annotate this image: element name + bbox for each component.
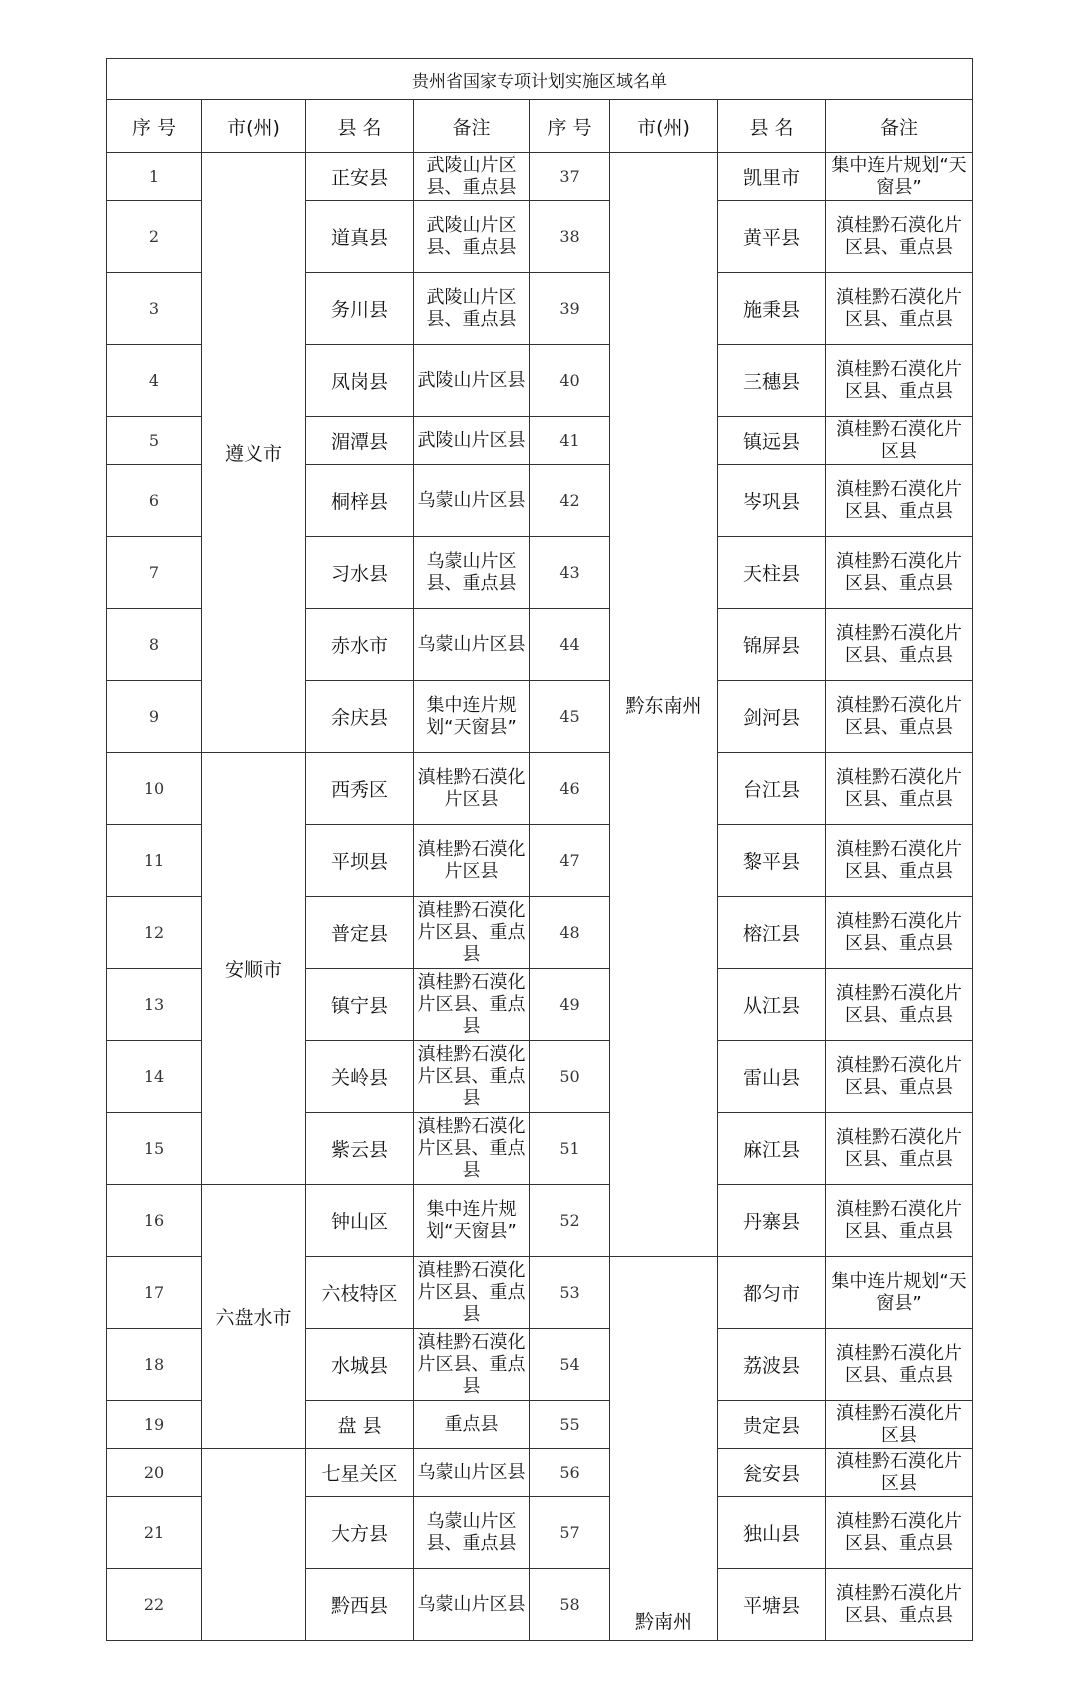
county-note-2: 滇桂黔石漠化片区县 <box>826 417 973 465</box>
county-name: 桐梓县 <box>306 465 414 537</box>
county-name-2: 独山县 <box>718 1497 826 1569</box>
county-name: 普定县 <box>306 897 414 969</box>
county-note-2: 滇桂黔石漠化片区县、重点县 <box>826 1497 973 1569</box>
county-name-2: 三穗县 <box>718 345 826 417</box>
county-note-2: 滇桂黔石漠化片区县、重点县 <box>826 897 973 969</box>
row-number: 11 <box>107 825 202 897</box>
header-no-2: 序 号 <box>530 100 610 153</box>
county-name-2: 榕江县 <box>718 897 826 969</box>
table-title: 贵州省国家专项计划实施区域名单 <box>107 59 973 100</box>
row-number-2: 37 <box>530 153 610 201</box>
row-number-2: 55 <box>530 1401 610 1449</box>
county-note: 乌蒙山片区县、重点县 <box>414 1497 530 1569</box>
county-note: 滇桂黔石漠化片区县、重点县 <box>414 1329 530 1401</box>
county-name: 赤水市 <box>306 609 414 681</box>
row-number: 21 <box>107 1497 202 1569</box>
row-number-2: 40 <box>530 345 610 417</box>
county-note-2: 滇桂黔石漠化片区县、重点县 <box>826 1329 973 1401</box>
county-note-2: 滇桂黔石漠化片区县、重点县 <box>826 969 973 1041</box>
county-note-2: 滇桂黔石漠化片区县、重点县 <box>826 753 973 825</box>
row-number: 14 <box>107 1041 202 1113</box>
city-cell-2: 黔南州 <box>610 1257 718 1641</box>
county-note: 滇桂黔石漠化片区县 <box>414 753 530 825</box>
city-cell-2: 黔东南州 <box>610 153 718 1257</box>
header-county: 县 名 <box>306 100 414 153</box>
county-name-2: 瓮安县 <box>718 1449 826 1497</box>
county-name: 凤岗县 <box>306 345 414 417</box>
county-name-2: 台江县 <box>718 753 826 825</box>
county-note: 滇桂黔石漠化片区县 <box>414 825 530 897</box>
row-number: 9 <box>107 681 202 753</box>
county-name: 镇宁县 <box>306 969 414 1041</box>
county-note: 乌蒙山片区县 <box>414 1569 530 1641</box>
county-name-2: 锦屏县 <box>718 609 826 681</box>
county-note: 乌蒙山片区县 <box>414 1449 530 1497</box>
region-list-sheet <box>106 58 972 1641</box>
county-name-2: 镇远县 <box>718 417 826 465</box>
row-number: 3 <box>107 273 202 345</box>
county-note-2: 滇桂黔石漠化片区县 <box>826 1449 973 1497</box>
county-note: 武陵山片区县、重点县 <box>414 201 530 273</box>
city-cell: 安顺市 <box>202 753 306 1185</box>
row-number-2: 53 <box>530 1257 610 1329</box>
county-name: 关岭县 <box>306 1041 414 1113</box>
row-number-2: 50 <box>530 1041 610 1113</box>
county-name: 平坝县 <box>306 825 414 897</box>
row-number-2: 47 <box>530 825 610 897</box>
city-cell: 遵义市 <box>202 153 306 753</box>
county-name-2: 剑河县 <box>718 681 826 753</box>
county-note: 集中连片规划“天窗县” <box>414 681 530 753</box>
county-note-2: 集中连片规划“天窗县” <box>826 153 973 201</box>
county-name-2: 麻江县 <box>718 1113 826 1185</box>
county-note: 武陵山片区县、重点县 <box>414 153 530 201</box>
table-row <box>107 1185 973 1257</box>
county-note-2: 滇桂黔石漠化片区县、重点县 <box>826 201 973 273</box>
county-name-2: 贵定县 <box>718 1401 826 1449</box>
row-number: 10 <box>107 753 202 825</box>
county-name: 正安县 <box>306 153 414 201</box>
row-number: 5 <box>107 417 202 465</box>
row-number: 18 <box>107 1329 202 1401</box>
row-number: 16 <box>107 1185 202 1257</box>
row-number-2: 49 <box>530 969 610 1041</box>
header-row <box>107 100 973 153</box>
county-note-2: 滇桂黔石漠化片区县、重点县 <box>826 465 973 537</box>
table-row <box>107 153 973 201</box>
city-cell: 六盘水市 <box>202 1185 306 1449</box>
county-name-2: 雷山县 <box>718 1041 826 1113</box>
county-name: 西秀区 <box>306 753 414 825</box>
row-number-2: 45 <box>530 681 610 753</box>
county-name: 紫云县 <box>306 1113 414 1185</box>
county-name-2: 岑巩县 <box>718 465 826 537</box>
county-name-2: 天柱县 <box>718 537 826 609</box>
county-name: 务川县 <box>306 273 414 345</box>
county-note-2: 滇桂黔石漠化片区县、重点县 <box>826 537 973 609</box>
county-note-2: 滇桂黔石漠化片区县、重点县 <box>826 681 973 753</box>
county-note: 乌蒙山片区县 <box>414 609 530 681</box>
row-number: 20 <box>107 1449 202 1497</box>
county-name: 六枝特区 <box>306 1257 414 1329</box>
county-note-2: 集中连片规划“天窗县” <box>826 1257 973 1329</box>
table-row <box>107 1449 973 1497</box>
county-name-2: 荔波县 <box>718 1329 826 1401</box>
row-number-2: 41 <box>530 417 610 465</box>
county-note-2: 滇桂黔石漠化片区县、重点县 <box>826 609 973 681</box>
row-number: 6 <box>107 465 202 537</box>
county-note-2: 滇桂黔石漠化片区县、重点县 <box>826 825 973 897</box>
county-name: 钟山区 <box>306 1185 414 1257</box>
county-note: 重点县 <box>414 1401 530 1449</box>
row-number: 2 <box>107 201 202 273</box>
county-note: 武陵山片区县 <box>414 417 530 465</box>
county-note: 武陵山片区县 <box>414 345 530 417</box>
county-name-2: 平塘县 <box>718 1569 826 1641</box>
header-note: 备注 <box>414 100 530 153</box>
row-number-2: 43 <box>530 537 610 609</box>
row-number: 19 <box>107 1401 202 1449</box>
row-number-2: 57 <box>530 1497 610 1569</box>
county-note: 滇桂黔石漠化片区县、重点县 <box>414 969 530 1041</box>
county-name: 道真县 <box>306 201 414 273</box>
city-cell <box>202 1449 306 1641</box>
county-name-2: 施秉县 <box>718 273 826 345</box>
county-name: 水城县 <box>306 1329 414 1401</box>
row-number-2: 51 <box>530 1113 610 1185</box>
county-name-2: 从江县 <box>718 969 826 1041</box>
county-note-2: 滇桂黔石漠化片区县、重点县 <box>826 1185 973 1257</box>
row-number-2: 58 <box>530 1569 610 1641</box>
county-note-2: 滇桂黔石漠化片区县、重点县 <box>826 273 973 345</box>
county-name: 盘 县 <box>306 1401 414 1449</box>
row-number-2: 39 <box>530 273 610 345</box>
row-number: 13 <box>107 969 202 1041</box>
county-name: 余庆县 <box>306 681 414 753</box>
county-note-2: 滇桂黔石漠化片区县、重点县 <box>826 1569 973 1641</box>
row-number-2: 56 <box>530 1449 610 1497</box>
county-note: 滇桂黔石漠化片区县、重点县 <box>414 1257 530 1329</box>
county-name: 大方县 <box>306 1497 414 1569</box>
county-note: 滇桂黔石漠化片区县、重点县 <box>414 1113 530 1185</box>
header-city-2: 市(州) <box>610 100 718 153</box>
row-number: 4 <box>107 345 202 417</box>
header-note-2: 备注 <box>826 100 973 153</box>
row-number: 15 <box>107 1113 202 1185</box>
row-number-2: 42 <box>530 465 610 537</box>
header-county-2: 县 名 <box>718 100 826 153</box>
header-city: 市(州) <box>202 100 306 153</box>
county-note-2: 滇桂黔石漠化片区县 <box>826 1401 973 1449</box>
region-table <box>106 58 973 1641</box>
county-note: 滇桂黔石漠化片区县、重点县 <box>414 1041 530 1113</box>
row-number: 1 <box>107 153 202 201</box>
table-row <box>107 753 973 825</box>
county-name: 黔西县 <box>306 1569 414 1641</box>
row-number: 22 <box>107 1569 202 1641</box>
row-number-2: 38 <box>530 201 610 273</box>
header-no: 序 号 <box>107 100 202 153</box>
row-number: 12 <box>107 897 202 969</box>
row-number: 8 <box>107 609 202 681</box>
county-note-2: 滇桂黔石漠化片区县、重点县 <box>826 1041 973 1113</box>
county-name: 习水县 <box>306 537 414 609</box>
county-name-2: 凯里市 <box>718 153 826 201</box>
county-note-2: 滇桂黔石漠化片区县、重点县 <box>826 345 973 417</box>
county-name-2: 黄平县 <box>718 201 826 273</box>
county-name-2: 丹寨县 <box>718 1185 826 1257</box>
county-name: 湄潭县 <box>306 417 414 465</box>
row-number-2: 54 <box>530 1329 610 1401</box>
county-note: 滇桂黔石漠化片区县、重点县 <box>414 897 530 969</box>
county-note: 乌蒙山片区县 <box>414 465 530 537</box>
county-name-2: 都匀市 <box>718 1257 826 1329</box>
county-note: 乌蒙山片区县、重点县 <box>414 537 530 609</box>
row-number-2: 46 <box>530 753 610 825</box>
county-note: 武陵山片区县、重点县 <box>414 273 530 345</box>
county-note: 集中连片规划“天窗县” <box>414 1185 530 1257</box>
row-number: 7 <box>107 537 202 609</box>
row-number-2: 48 <box>530 897 610 969</box>
county-name-2: 黎平县 <box>718 825 826 897</box>
county-note-2: 滇桂黔石漠化片区县、重点县 <box>826 1113 973 1185</box>
row-number-2: 44 <box>530 609 610 681</box>
county-name: 七星关区 <box>306 1449 414 1497</box>
row-number-2: 52 <box>530 1185 610 1257</box>
row-number: 17 <box>107 1257 202 1329</box>
